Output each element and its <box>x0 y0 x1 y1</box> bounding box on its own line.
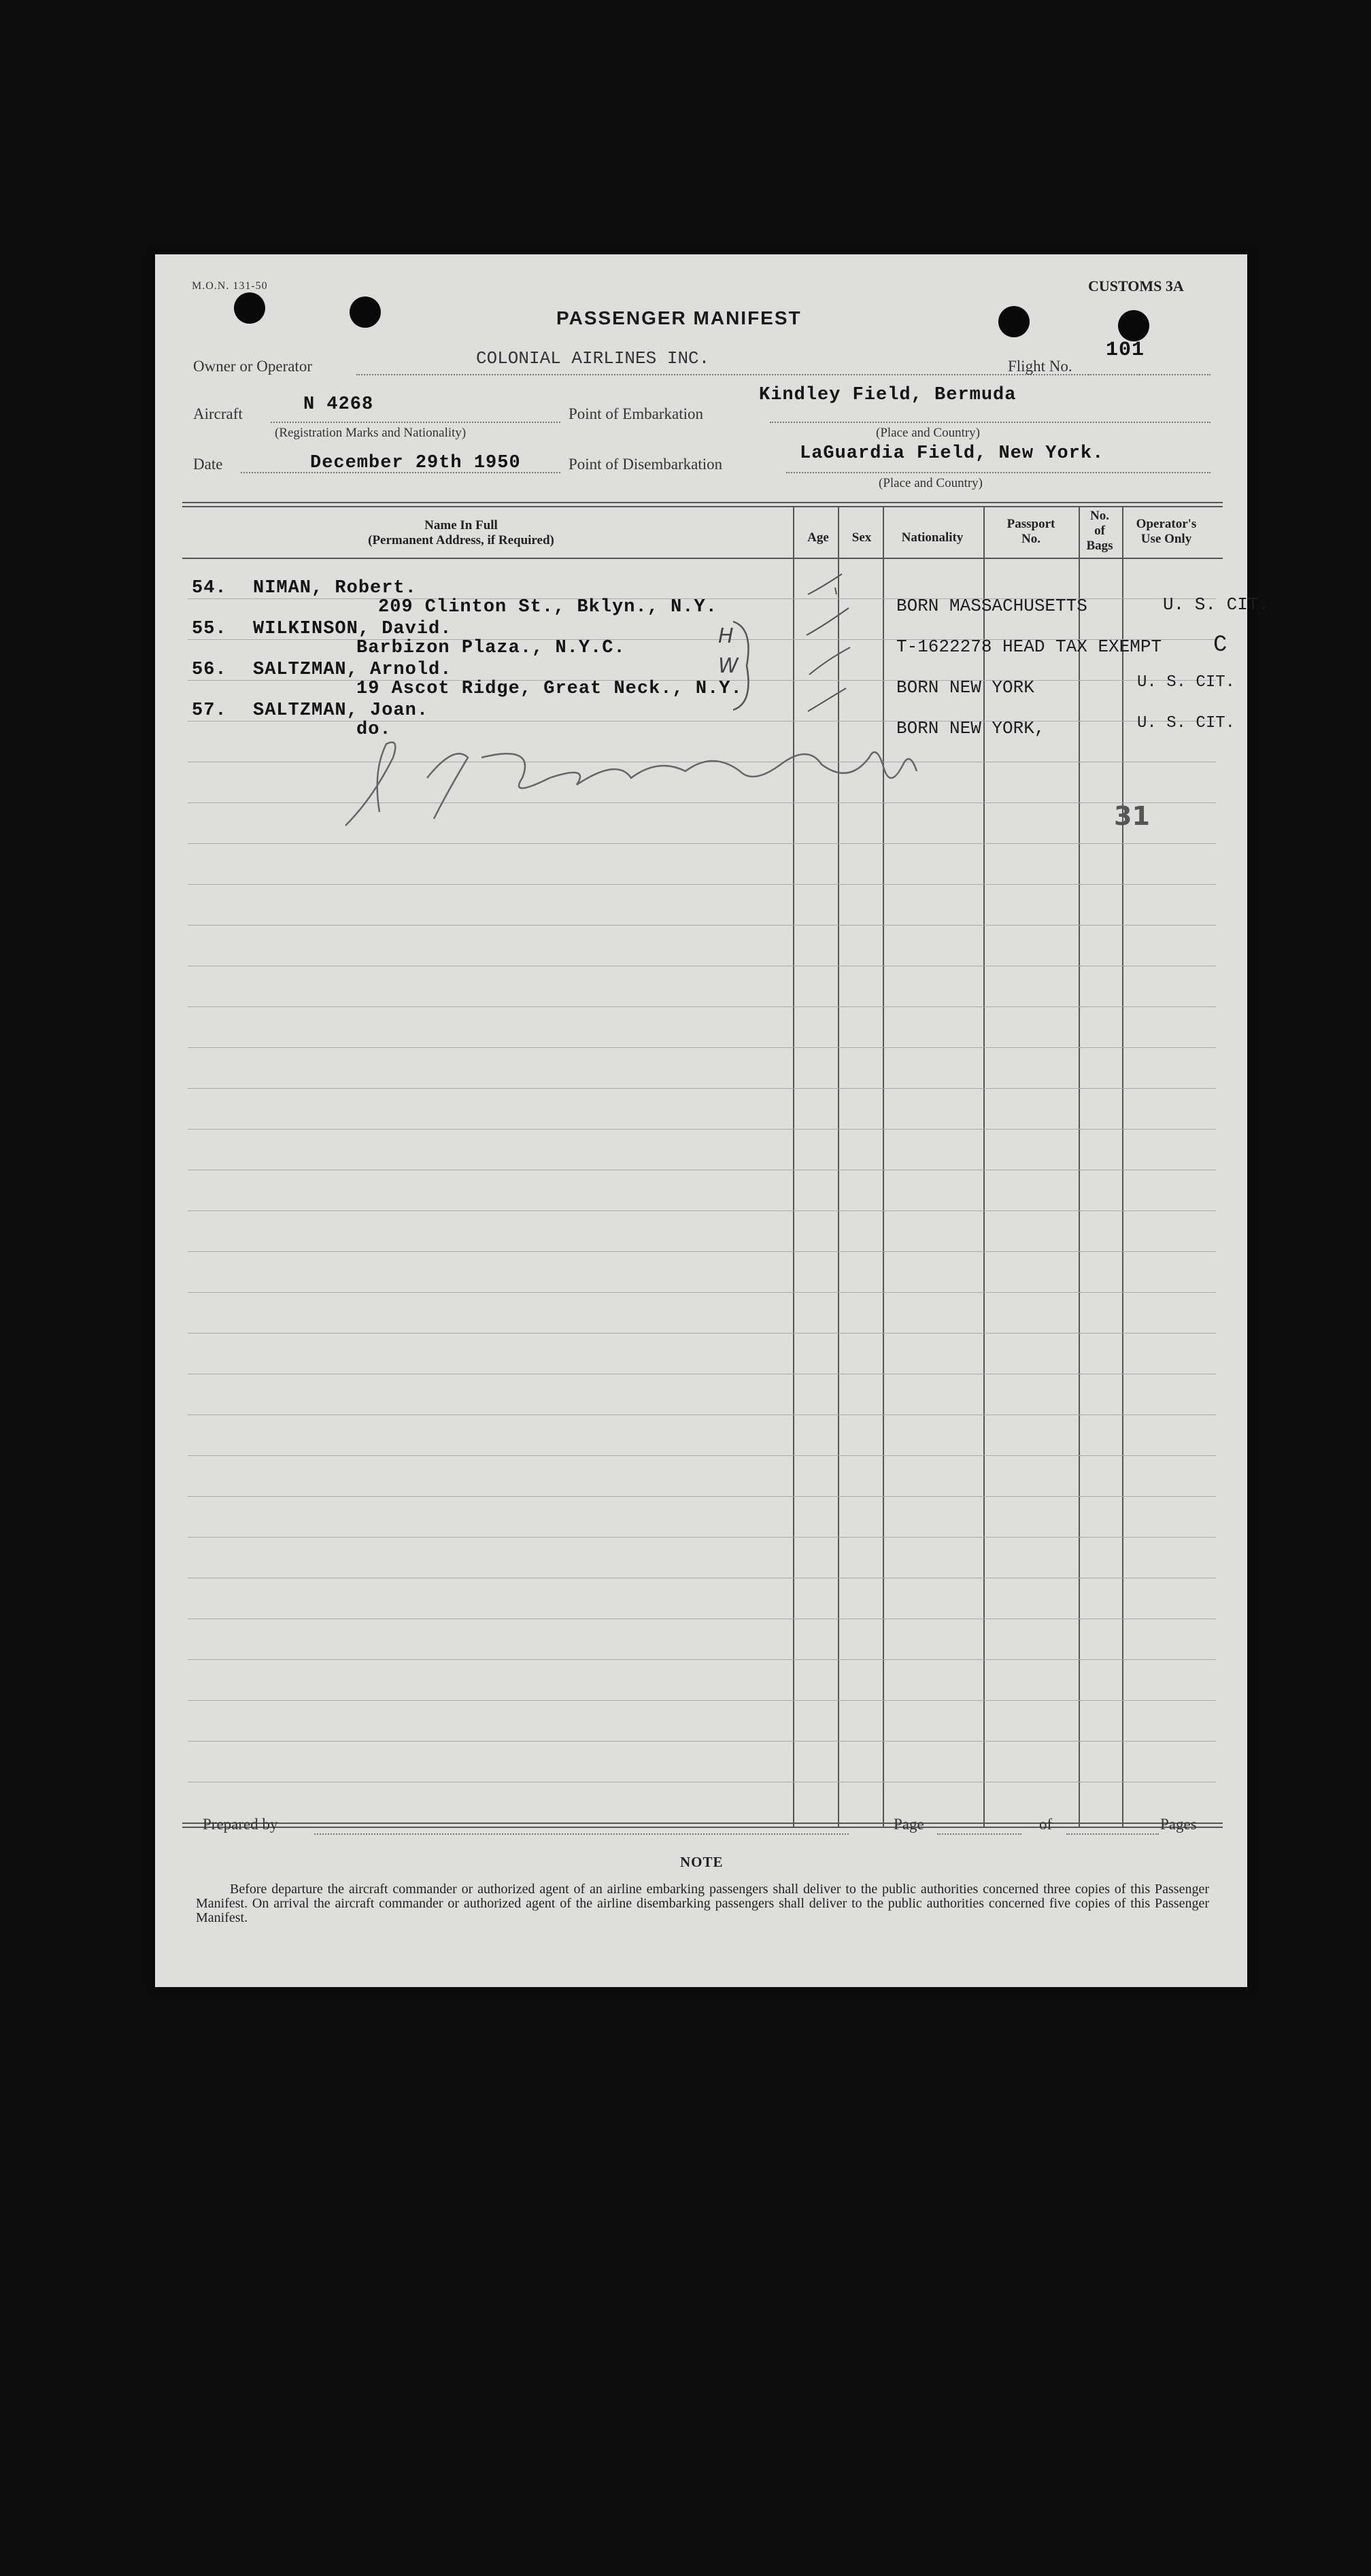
passenger-nationality: BORN MASSACHUSETTS <box>896 596 1087 616</box>
passenger-address: do. <box>356 719 392 740</box>
date-value[interactable]: December 29th 1950 <box>310 453 521 473</box>
ruled-line <box>188 1496 1216 1497</box>
prepared-label: Prepared by <box>203 1816 278 1833</box>
passenger-name: SALTZMAN, Arnold. <box>253 660 452 680</box>
ruled-line <box>188 1537 1216 1538</box>
table-bottom-rule <box>182 1823 1223 1824</box>
ruled-line <box>188 925 1216 926</box>
disembark-value[interactable]: LaGuardia Field, New York. <box>800 443 1104 464</box>
table-top-rule <box>182 502 1223 503</box>
bracket-initials: H W <box>718 624 739 678</box>
aircraft-value[interactable]: N 4268 <box>303 394 374 415</box>
header-bottom-rule <box>182 558 1223 559</box>
ruled-line <box>188 1659 1216 1660</box>
date-label: Date <box>193 456 223 473</box>
flight-label: Flight No. <box>1008 358 1072 375</box>
passenger-address: Barbizon Plaza., N.Y.C. <box>356 638 626 658</box>
col-operator-header: Operator's Use Only <box>1136 517 1197 546</box>
disembark-label: Point of Disembarkation <box>569 456 723 473</box>
col-name-header: Name In Full (Permanent Address, if Required) <box>368 518 554 547</box>
aircraft-sub: (Registration Marks and Nationality) <box>275 426 467 440</box>
customs-code: CUSTOMS 3A <box>1088 277 1184 294</box>
passenger-address: 209 Clinton St., Bklyn., N.Y. <box>378 597 717 617</box>
passenger-number: 54. <box>192 578 227 598</box>
table-bottom-rule <box>182 1827 1223 1828</box>
embark-label: Point of Embarkation <box>569 405 704 422</box>
passenger-address: 19 Ascot Ridge, Great Neck., N.Y. <box>356 679 743 699</box>
ruled-line <box>188 1210 1216 1211</box>
passenger-name: WILKINSON, David. <box>253 619 452 639</box>
col-bags-header: No. of Bags <box>1086 509 1113 553</box>
col-age-header: Age <box>807 530 829 545</box>
ruled-line <box>188 1129 1216 1130</box>
pages-label: Pages <box>1160 1816 1197 1833</box>
disembark-sub: (Place and Country) <box>879 476 983 490</box>
ruled-line <box>188 1251 1216 1252</box>
col-divider <box>1122 507 1123 1827</box>
count-annotation: 31 <box>1114 801 1150 831</box>
ruled-line <box>188 1741 1216 1742</box>
operator-note: U. S. CIT. <box>1137 673 1236 692</box>
col-divider <box>983 507 985 1827</box>
disembark-line <box>786 472 1211 473</box>
embark-sub: (Place and Country) <box>876 426 981 440</box>
punch-hole <box>1118 310 1149 341</box>
owner-label: Owner or Operator <box>193 358 312 375</box>
page-label: Page <box>894 1816 924 1833</box>
ruled-line <box>188 1333 1216 1334</box>
operator-note: U. S. CIT. <box>1163 594 1270 615</box>
aircraft-label: Aircraft <box>193 405 243 422</box>
page-line <box>937 1833 1021 1835</box>
flight-line <box>1088 374 1211 375</box>
ruled-line <box>188 1006 1216 1007</box>
embark-value[interactable]: Kindley Field, Bermuda <box>759 385 1017 405</box>
of-line <box>1066 1833 1159 1835</box>
embark-line <box>770 422 1211 423</box>
passenger-number: 57. <box>192 700 227 721</box>
of-label: of <box>1039 1816 1053 1833</box>
col-nationality-header: Nationality <box>901 530 964 545</box>
note-title: NOTE <box>680 1854 724 1870</box>
ruled-line <box>188 1700 1216 1701</box>
ruled-line <box>188 1455 1216 1456</box>
col-passport-header: Passport No. <box>1006 517 1055 546</box>
signature-icon <box>332 717 1039 839</box>
ruled-line <box>188 843 1216 844</box>
ruled-line <box>188 1414 1216 1415</box>
passenger-number: 55. <box>192 619 227 639</box>
punch-hole <box>234 292 265 324</box>
ruled-line <box>188 884 1216 885</box>
punch-hole <box>350 296 381 328</box>
owner-value[interactable]: COLONIAL AIRLINES INC. <box>476 348 710 369</box>
operator-note: U. S. CIT. <box>1137 714 1236 732</box>
ruled-line <box>188 1292 1216 1293</box>
passenger-number: 56. <box>192 660 227 680</box>
table-top-rule <box>182 506 1223 507</box>
passenger-nationality: BORN NEW YORK, <box>896 718 1045 739</box>
prepared-line <box>314 1833 849 1835</box>
ruled-line <box>188 1088 1216 1089</box>
flight-value[interactable]: 101 <box>1106 339 1145 362</box>
page-title: PASSENGER MANIFEST <box>556 307 802 328</box>
passenger-name: SALTZMAN, Joan. <box>253 700 429 721</box>
aircraft-line <box>271 422 560 423</box>
operator-note: C <box>1213 632 1228 658</box>
passenger-nationality: BORN NEW YORK <box>896 677 1034 698</box>
form-number: M.O.N. 131-50 <box>192 280 268 292</box>
note-text: Before departure the aircraft commander or authorized agent of an airline embarking passengers shall deliver to the public authorities concerned three copies of this Passenger Manifest. On arrival the aircraft commander or authorized agent of the airline disembarking passengers shall deliver to the public authorities concerned five copies of this Passenger Manifest. <box>196 1882 1209 1925</box>
passenger-name: NIMAN, Robert. <box>253 578 417 598</box>
punch-hole <box>998 306 1030 337</box>
passenger-nationality: T-1622278 HEAD TAX EXEMPT <box>896 637 1162 657</box>
ruled-line <box>188 1047 1216 1048</box>
manifest-page <box>155 254 1270 1987</box>
col-sex-header: Sex <box>851 530 872 545</box>
col-divider <box>1079 507 1080 1827</box>
